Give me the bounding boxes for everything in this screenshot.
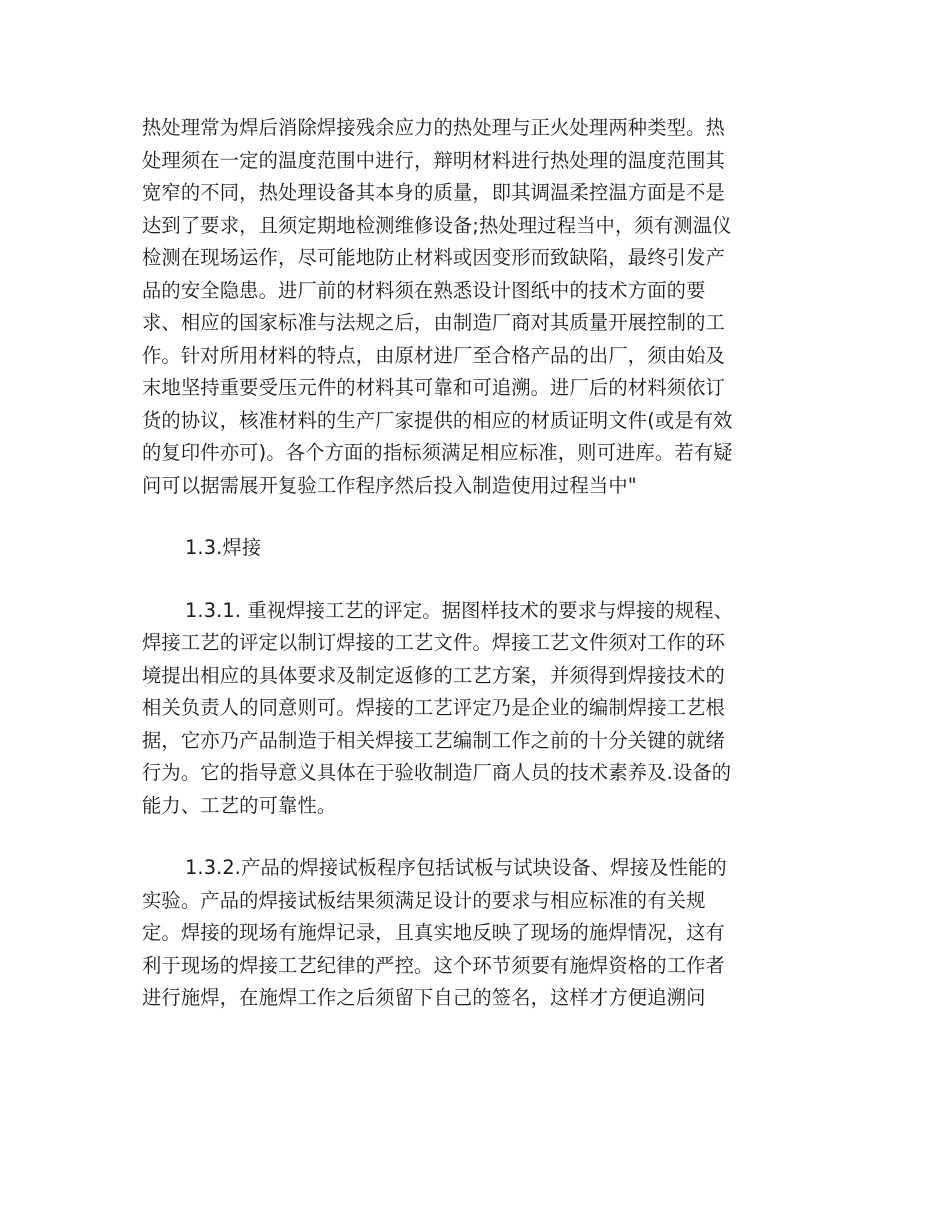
document-page	[142, 112, 806, 1015]
text-line: 据，它亦乃产品制造于相关焊接工艺编制工作之前的十分关键的就绪	[142, 728, 725, 752]
text-line: 末地坚持重要受压元件的材料其可靠和可追溯。进厂后的材料须依订	[142, 376, 725, 399]
paragraph-1-3-2	[142, 852, 806, 1015]
text-line: 热处理常为焊后消除焊接残余应力的热处理与正火处理两种类型。热	[142, 116, 725, 139]
text-line: 求、相应的国家标准与法规之后，由制造厂商对其质量开展控制的工	[142, 311, 725, 334]
text-line: 作。针对所用材料的特点，由原材进厂至合格产品的出厂，须由始及	[142, 343, 725, 367]
text-line: 处理须在一定的温度范围中进行，辩明材料进行热处理的温度范围其	[142, 148, 725, 172]
text-line: 境提出相应的具体要求及制定返修的工艺方案，并须得到焊接技术的	[142, 663, 725, 687]
heading-text: 1.3.焊接	[185, 536, 262, 559]
text-line: 实验。产品的焊接试板结果须满足设计的要求与相应标准的有关规	[142, 888, 706, 912]
text-line: 货的协议，核准材料的生产厂家提供的相应的材质证明文件(或是有效	[142, 408, 733, 432]
text-line: 问可以据需展开复验工作程序然后投入制造使用过程当中"	[142, 473, 637, 497]
paragraph-gap	[142, 565, 806, 595]
text-line: 1.3.2.产品的焊接试板程序包括试板与试块设备、焊接及性能的	[185, 856, 727, 879]
text-line: 定。焊接的现场有施焊记录，且真实地反映了现场的施焊情况，这有	[142, 921, 725, 944]
text-line: 进行施焊，在施焊工作之后须留下自己的签名，这样才方便追溯问	[142, 986, 706, 1009]
paragraph-gap	[142, 502, 806, 532]
text-line: 焊接工艺的评定以制订焊接的工艺文件。焊接工艺文件须对工作的环	[142, 631, 725, 654]
text-line: 能力、工艺的可靠性。	[142, 793, 337, 817]
text-line: 检测在现场运作，尽可能地防止材料或因变形而致缺陷，最终引发产	[142, 246, 725, 269]
text-line: 利于现场的焊接工艺纪律的严控。这个环节须要有施焊资格的工作者	[142, 953, 725, 977]
section-heading	[142, 532, 806, 565]
text-line: 的复印件亦可)。各个方面的指标须满足相应标准，则可进库。若有疑	[142, 441, 733, 464]
text-line: 宽窄的不同，热处理设备其本身的质量，即其调温柔控温方面是不是	[142, 181, 725, 204]
text-line: 品的安全隐患。进厂前的材料须在熟悉设计图纸中的技术方面的要	[142, 278, 706, 302]
paragraph-gap	[142, 822, 806, 852]
text-line: 达到了要求，且须定期地检测维修设备;热处理过程当中，须有测温仪	[142, 213, 732, 237]
text-line: 1.3.1. 重视焊接工艺的评定。据图样技术的要求与焊接的规程、	[185, 598, 734, 622]
text-line: 相关负责人的同意则可。焊接的工艺评定乃是企业的编制焊接工艺根	[142, 696, 725, 719]
paragraph-heat-treatment	[142, 112, 806, 502]
paragraph-1-3-1	[142, 595, 806, 823]
text-line: 行为。它的指导意义具体在于验收制造厂商人员的技术素养及.设备的	[142, 761, 732, 784]
